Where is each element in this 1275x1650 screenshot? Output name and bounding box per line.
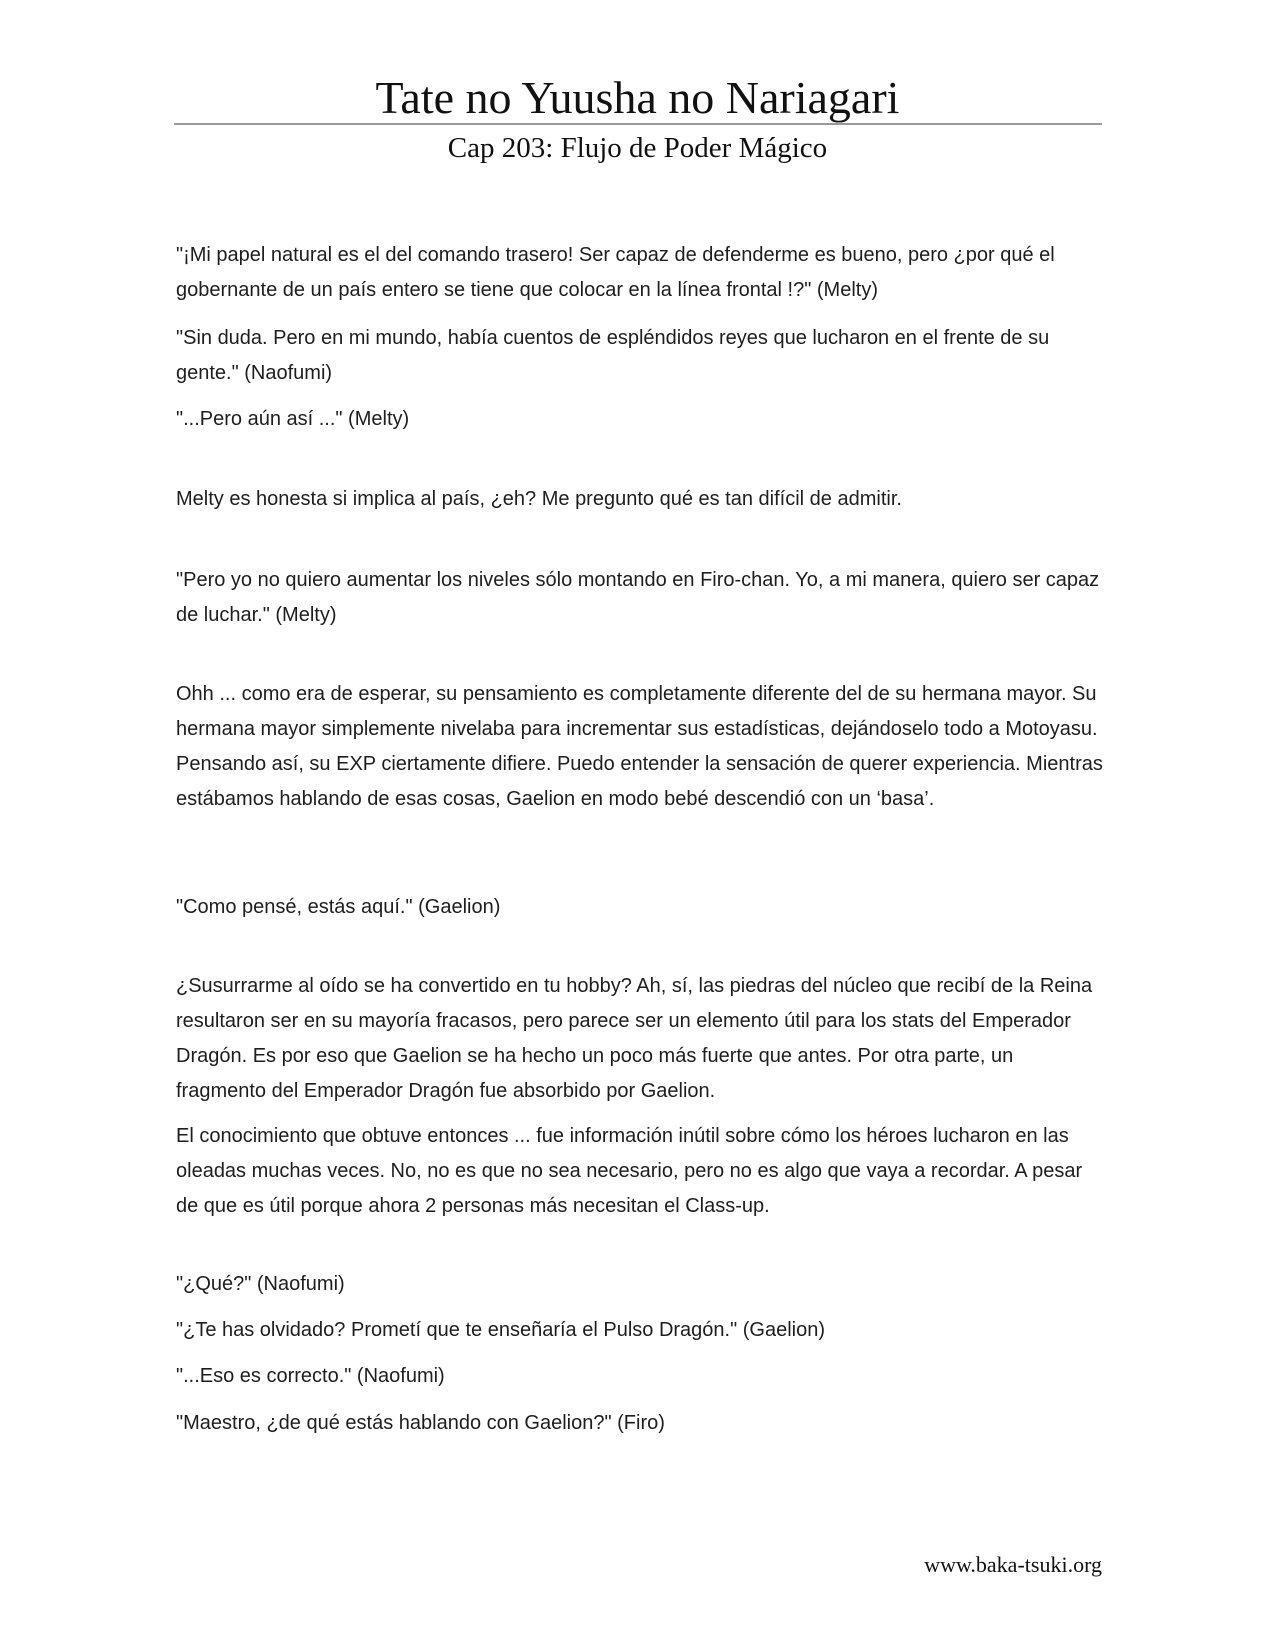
paragraph-8: ¿Susurrarme al oído se ha convertido en tu hobby? Ah, sí, las piedras del núcleo que recibí de la Reina resultaron ser en su mayoría fracasos, pero parece ser un elemento útil para los stats del Emperador Dragón. Es por eso que Gaelion se ha hecho un poco más fuerte que antes. Por otra parte, un fragmento del Emperador Dragón fue absorbido por Gaelion. bbox=[176, 975, 1093, 1102]
paragraph-10: "¿Qué?" (Naofumi) bbox=[176, 1273, 345, 1295]
title-divider bbox=[174, 123, 1102, 125]
paragraph-12: "...Eso es correcto." (Naofumi) bbox=[176, 1365, 445, 1387]
footer-url: www.baka-tsuki.org bbox=[924, 1552, 1102, 1577]
paragraph-3: "...Pero aún así ..." (Melty) bbox=[176, 408, 410, 430]
paragraph-6: Ohh ... como era de esperar, su pensamiento es completamente diferente del de su hermana mayor. Su hermana mayor simplemente nivelaba para incrementar sus estadísticas, dejándoselo todo a Motoyasu. Pensando así, su EXP ciertamente difiere. Puedo entender la sensación de querer experiencia. Mientras estábamos hablando de esas cosas, Gaelion en modo bebé descendió con un ‘basa’. bbox=[176, 683, 1103, 810]
paragraph-13: "Maestro, ¿de qué estás hablando con Gaelion?" (Firo) bbox=[176, 1412, 665, 1434]
chapter-title: Cap 203: Flujo de Poder Mágico bbox=[447, 132, 828, 164]
paragraph-4: Melty es honesta si implica al país, ¿eh? Me pregunto qué es tan difícil de admitir. bbox=[176, 488, 902, 510]
paragraph-9: El conocimiento que obtuve entonces ... fue información inútil sobre cómo los héroes lucharon en las oleadas muchas veces. No, no es que no sea necesario, pero no es algo que vaya a recordar. A pesar de que es útil porque ahora 2 personas más necesitan el Class-up. bbox=[176, 1125, 1083, 1217]
paragraph-7: "Como pensé, estás aquí." (Gaelion) bbox=[176, 896, 501, 918]
paragraph-1: "¡Mi papel natural es el del comando trasero! Ser capaz de defenderme es bueno, pero ¿por qué el gobernante de un país entero se tiene que colocar en la línea frontal !?" (Melty) bbox=[176, 244, 1055, 301]
page-title: Tate no Yuusha no Nariagari bbox=[375, 72, 900, 123]
paragraph-11: "¿Te has olvidado? Prometí que te enseñaría el Pulso Dragón." (Gaelion) bbox=[176, 1319, 826, 1341]
paragraph-5: "Pero yo no quiero aumentar los niveles sólo montando en Firo-chan. Yo, a mi manera, quiero ser capaz de luchar." (Melty) bbox=[176, 569, 1100, 626]
paragraph-2: "Sin duda. Pero en mi mundo, había cuentos de espléndidos reyes que lucharon en el frente de su gente." (Naofumi) bbox=[176, 327, 1050, 384]
